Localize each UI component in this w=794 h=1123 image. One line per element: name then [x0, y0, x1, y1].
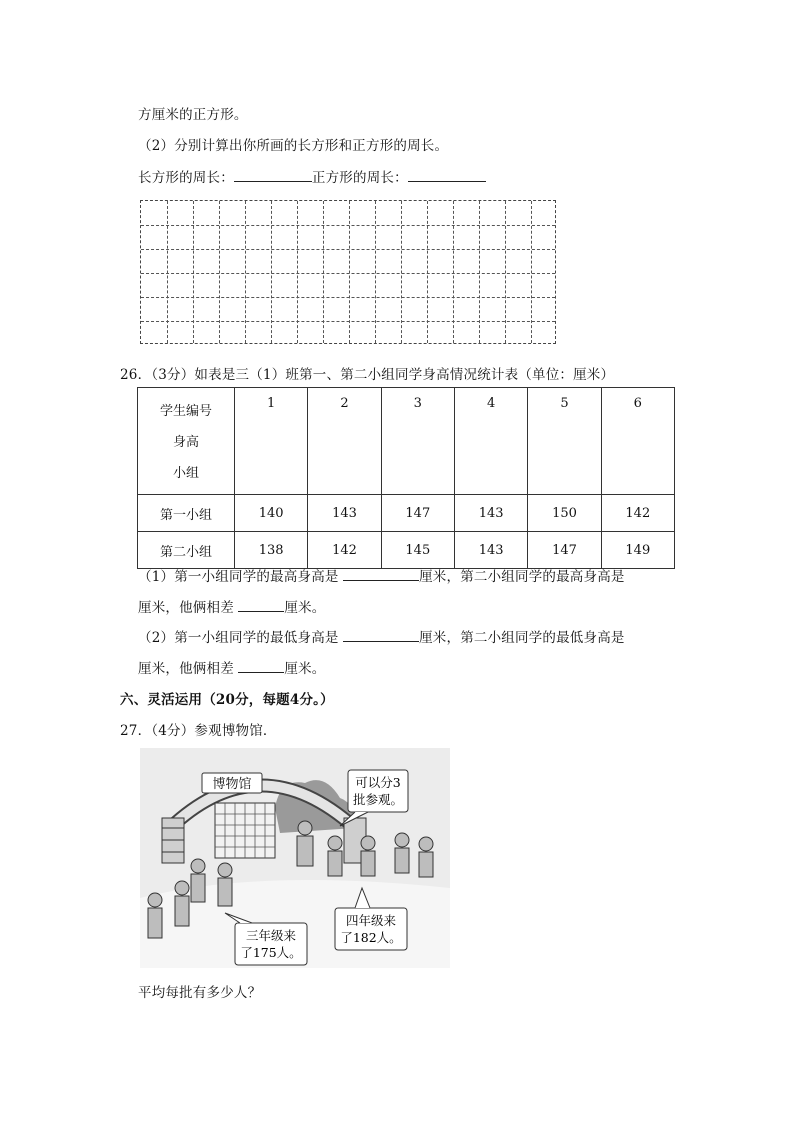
table-corner-cell	[138, 388, 235, 495]
table-cell: 143	[454, 532, 527, 569]
q27-title: 27．（4分）参观博物馆．	[120, 723, 277, 739]
q26-sub1-text-b: 厘米，第二小组同学的最高身高是	[419, 569, 625, 585]
table-row	[138, 532, 675, 569]
q26-sub1-blank-1[interactable]	[343, 566, 419, 581]
section-6-title: 六、灵活运用（20分，每题4分。）	[120, 692, 334, 708]
q26-sub2-blank-1[interactable]	[343, 627, 419, 642]
column-header: 6	[601, 388, 674, 495]
q26-sub1-line2	[138, 596, 326, 616]
q26-sub2-text-c: 厘米，他俩相差	[138, 661, 234, 677]
q26-sub1-text-c: 厘米，他俩相差	[138, 600, 234, 616]
q26-sub2-line2	[138, 657, 326, 677]
grade4-bubble-line-2: 了182人。	[340, 930, 402, 945]
student-person	[361, 836, 375, 850]
q26-sub1-text-a: （1）第一小组同学的最高身高是	[138, 569, 339, 585]
student-person	[328, 836, 342, 850]
table-cell: 142	[308, 532, 381, 569]
table-cell: 150	[528, 495, 601, 532]
q26-sub2-blank-2[interactable]	[238, 658, 284, 673]
row-group-label: 第二小组	[138, 532, 235, 569]
student-person	[148, 893, 162, 907]
q26-title: 26．（3分）如表是三（1）班第一、第二小组同学身高情况统计表（单位：厘米）	[120, 367, 615, 383]
row-group-label: 第一小组	[138, 495, 235, 532]
rect-perimeter-label: 长方形的周长：	[138, 170, 234, 186]
q26-sub1-blank-2[interactable]	[238, 597, 284, 612]
corner-label-group: 小组	[172, 466, 199, 481]
student-person	[191, 859, 205, 873]
table-cell: 143	[454, 495, 527, 532]
table-row	[138, 495, 675, 532]
table-cell: 149	[601, 532, 674, 569]
corner-label-student-no: 学生编号	[159, 404, 212, 419]
guide-bubble-line-2: 批参观。	[352, 792, 404, 807]
table-cell: 143	[308, 495, 381, 532]
table-cell: 147	[381, 495, 454, 532]
museum-sign-text: 博物馆	[212, 777, 252, 792]
q26-sub2-text-a: （2）第一小组同学的最低身高是	[138, 630, 339, 646]
student-person	[419, 837, 433, 851]
grade3-bubble-line-1: 三年级来	[245, 928, 297, 943]
q26-sub2-text-d: 厘米。	[284, 661, 326, 677]
grade4-bubble-line-1: 四年级来	[345, 913, 397, 928]
student-person	[175, 881, 189, 895]
q26-sub2-text-b: 厘米，第二小组同学的最低身高是	[419, 630, 625, 646]
table-cell: 140	[235, 495, 308, 532]
guide-person	[298, 821, 312, 835]
drawing-grid[interactable]	[140, 200, 556, 344]
table-cell: 147	[528, 532, 601, 569]
grid-line	[141, 297, 555, 298]
square-perimeter-blank[interactable]	[408, 167, 486, 182]
height-stats-table	[137, 387, 675, 569]
museum-illustration	[140, 748, 450, 968]
grid-line	[141, 321, 555, 322]
table-cell: 138	[235, 532, 308, 569]
grade3-bubble-line-2: 了175人。	[240, 945, 302, 960]
table-cell: 142	[601, 495, 674, 532]
q26-sub1-line1	[138, 565, 625, 585]
grid-line	[141, 225, 555, 226]
table-header-row	[138, 388, 675, 495]
student-person	[218, 863, 232, 877]
corner-label-height: 身高	[172, 435, 199, 450]
table-cell: 145	[381, 532, 454, 569]
q26-sub1-text-d: 厘米。	[284, 600, 326, 616]
q27-question: 平均每批有多少人？	[138, 985, 262, 1001]
column-header: 2	[308, 388, 381, 495]
intro-line-1: 方厘米的正方形。	[138, 107, 248, 123]
column-header: 3	[381, 388, 454, 495]
intro-line-2: （2）分别计算出你所画的长方形和正方形的周长。	[138, 138, 449, 154]
column-header: 5	[528, 388, 601, 495]
column-header: 1	[235, 388, 308, 495]
perimeter-answer-line	[138, 166, 486, 186]
grid-line	[141, 249, 555, 250]
student-person	[395, 833, 409, 847]
guide-bubble-line-1: 可以分3	[355, 775, 401, 790]
column-header: 4	[454, 388, 527, 495]
grid-line	[141, 273, 555, 274]
square-perimeter-label: 正方形的周长：	[311, 170, 408, 186]
q26-sub2-line1	[138, 626, 625, 646]
rect-perimeter-blank[interactable]	[234, 167, 312, 182]
